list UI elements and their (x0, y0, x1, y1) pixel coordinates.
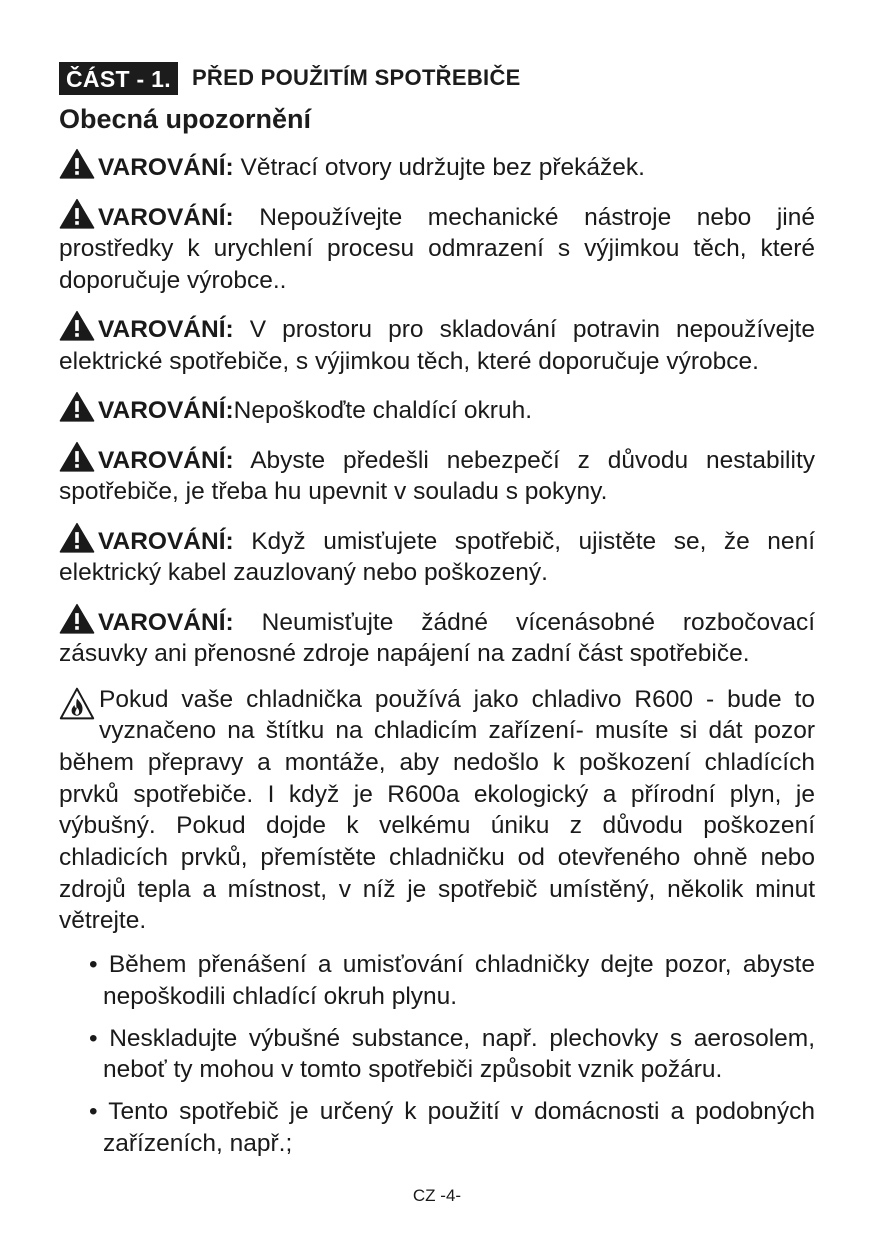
bullet-text: Tento spotřebič je určený k použití v domácnosti a podobných zařízeních, např.; (103, 1097, 815, 1157)
bullet-text: Během přenášení a umisťování chladničky dejte pozor, abyste nepoškodili chladící okruh plynu. (103, 951, 815, 1010)
bullet-text: Neskladujte výbušné substance, např. plechovky s aerosolem, neboť ty mohou v tomto spotřebiči způsobit vznik požáru. (103, 1024, 815, 1084)
warning-item (59, 441, 815, 508)
bullet-symbol: • (89, 1024, 98, 1052)
list-item (89, 1023, 815, 1086)
list-item (89, 1096, 815, 1159)
warning-text: Když umisťujete spotřebič, ujistěte se, že není elektrický kabel zauzlovaný nebo poškozený. (59, 527, 815, 586)
warning-item (59, 198, 815, 297)
warning-text: V prostoru pro skladování potravin nepoužívejte elektrické spotřebiče, s výjimkou těch, které doporučuje výrobce. (59, 316, 815, 375)
manual-page (59, 60, 815, 1169)
list-item (89, 949, 815, 1012)
warning-label: VAROVÁNÍ: (98, 527, 234, 555)
bullet-symbol: • (89, 1097, 98, 1125)
warning-label: VAROVÁNÍ: (98, 154, 234, 181)
warning-triangle-icon (59, 148, 95, 179)
warning-label: VAROVÁNÍ: (98, 608, 234, 636)
warning-text: Abyste předešli nebezpečí z důvodu nestability spotřebiče, je třeba hu upevnit v souladu s pokyny. (59, 446, 815, 505)
section-title: PŘED POUŽITÍM SPOTŘEBIČE (191, 65, 521, 90)
warning-text: Nepoužívejte mechanické nástroje nebo jiné prostředky k urychlení procesu odmrazení s výjimkou těch, které doporučuje výrobce.. (59, 203, 815, 294)
warnings-list (59, 148, 815, 670)
warning-label: VAROVÁNÍ: (98, 397, 234, 424)
warning-item (59, 391, 815, 427)
warning-text: Větrací otvory udržujte bez překážek. (233, 154, 645, 181)
flammable-warning-icon (59, 686, 95, 722)
warning-label: VAROVÁNÍ: (98, 316, 234, 343)
warning-triangle-icon (59, 441, 95, 472)
warning-item (59, 522, 815, 589)
flammable-paragraph-text: Pokud vaše chladnička používá jako chladivo R600 - bude to vyznačeno na štítku na chladicím zařízení- musíte si dát pozor během přepravy a montáže, aby nedošlo k poškození chladících prvků spotřebiče. I když je R600a ekologický a přírodní plyn, je výbušný. Pokud dojde k velkému úniku z důvodu poškození chladicích prvků, přemístěte chladničku od otevřeného ohně nebo zdrojů tepla a místnost, v níž je spotřebič umístěný, několik minut větrejte. (59, 685, 815, 935)
warning-triangle-icon (59, 522, 95, 553)
warning-triangle-icon (59, 198, 95, 229)
section-header (59, 60, 815, 96)
page-number: CZ -4- (412, 1186, 462, 1205)
warning-triangle-icon (59, 603, 95, 634)
bullet-list (59, 949, 815, 1159)
flammable-refrigerant-paragraph (59, 684, 815, 938)
warning-triangle-icon (59, 310, 95, 341)
warning-triangle-icon (59, 391, 95, 422)
warning-item (59, 310, 815, 377)
warning-label: VAROVÁNÍ: (98, 203, 234, 231)
warning-item (59, 603, 815, 670)
section-badge: ČÁST - 1. (59, 62, 178, 95)
warning-text: Neumisťujte žádné vícenásobné rozbočovací zásuvky ani přenosné zdroje napájení na zadní část spotřebiče. (59, 608, 815, 667)
warning-item (59, 148, 815, 184)
page-subheading: Obecná upozornění (59, 104, 312, 134)
warning-label: VAROVÁNÍ: (98, 446, 234, 474)
bullet-symbol: • (89, 951, 98, 979)
warning-text: Nepoškoďte chaldící okruh. (233, 397, 533, 424)
